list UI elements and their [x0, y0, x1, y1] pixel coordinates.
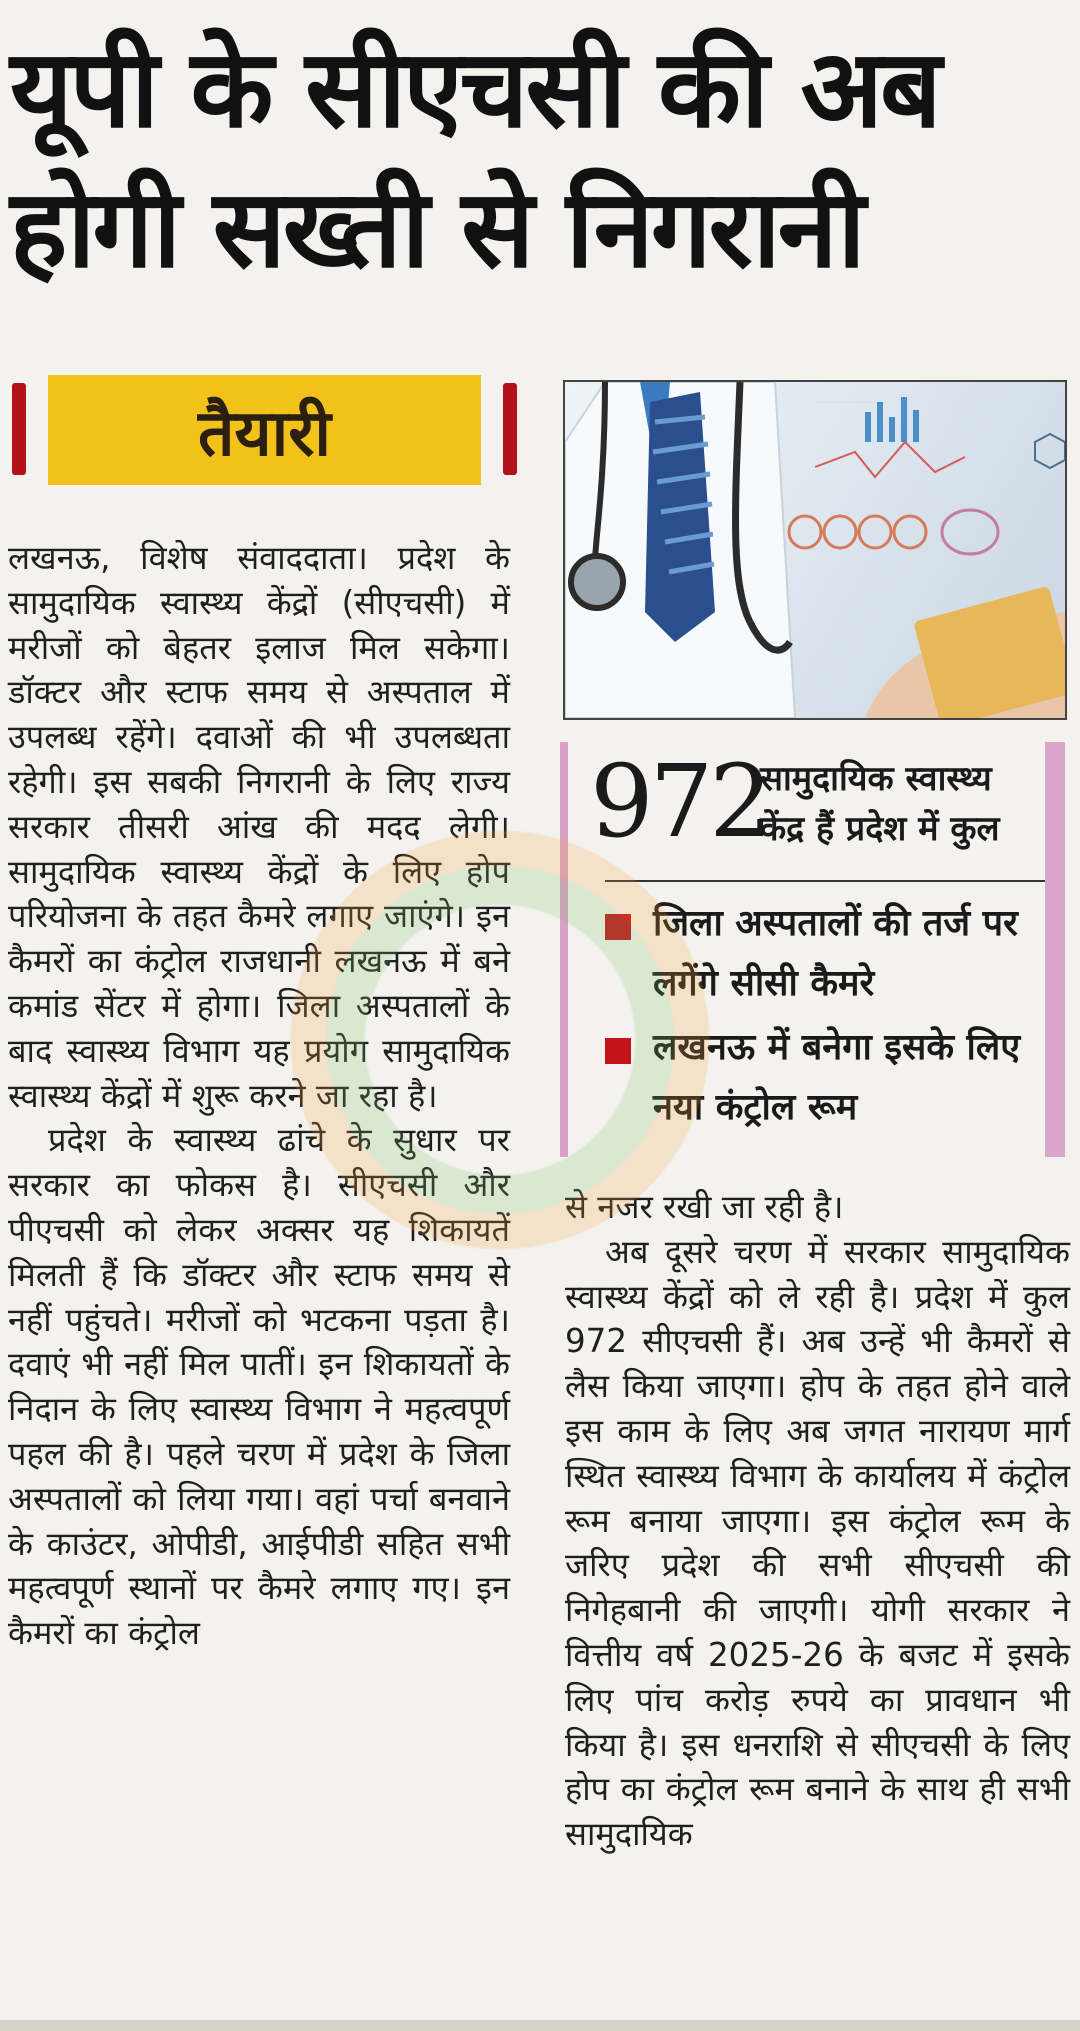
- right-paragraph-2: अब दूसरे चरण में सरकार सामुदायिक स्वास्थ्य केंद्रों को ले रही है। प्रदेश में कुल 972 सीएचसी हैं। अब उन्हें भी कैमरों से लैस किया जाएगा। होप के तहत होने वाले इस काम के लिए अब जगत नारायण मार्ग स्थित स्वास्थ्य विभाग के कार्यालय में कंट्रोल रूम बनाया जाएगा। इस कंट्रोल रूम के जरिए प्रदेश की सभी सीएचसी की निगेहबानी की जाएगी। योगी सरकार ने वित्तीय वर्ष 2025-26 के बजट में इसके लिए पांच करोड़ रुपये का प्रावधान भी किया है। इस धनराशि से सीएचसी के लिए होप का कंट्रोल रूम बनाने के साथ ही सभी सामुदायिक: [565, 1232, 1070, 1854]
- fact-bullet-text: जिला अस्पतालों की तर्ज पर लगेंगे सीसी कैमरे: [653, 903, 1018, 1004]
- doctor-illustration: [565, 382, 1065, 718]
- fact-box-left-bar: [560, 742, 568, 1157]
- tag-left-bar: [12, 383, 26, 475]
- left-paragraph-2: प्रदेश के स्वास्थ्य ढांचे के सुधार पर सरकार का फोकस है। सीएचसी और पीएचसी को लेकर अक्सर यह शिकायतें मिलती हैं कि डॉक्टर और स्टाफ समय से नहीं पहुंचते। मरीजों को भटकना पड़ता है। दवाएं भी नहीं मिल पातीं। इन शिकायतों के निदान के लिए स्वास्थ्य विभाग ने महत्वपूर्ण पहल की है। पहले चरण में प्रदेश के जिला अस्पतालों को लिया गया। वहां पर्चा बनवाने के काउंटर, ओपीडी, आईपीडी सहित सभी महत्वपूर्ण स्थानों पर कैमरे लगाए गए। इन कैमरों का कंट्रोल: [8, 1121, 510, 1653]
- tag-label: तैयारी: [48, 375, 481, 485]
- fact-bullet-item: [605, 894, 1055, 1014]
- fact-bullets: [605, 894, 1055, 1142]
- bullet-square-icon: [605, 914, 631, 940]
- tag-right-bar: [503, 383, 517, 475]
- left-paragraph-1: लखनऊ, विशेष संवाददाता। प्रदेश के सामुदायिक स्वास्थ्य केंद्रों (सीएचसी) में मरीजों को बेहतर इलाज मिल सकेगा। डॉक्टर और स्टाफ समय से अस्पताल में उपलब्ध रहेंगे। दवाओं की भी उपलब्धता रहेगी। इस सबकी निगरानी के लिए राज्य सरकार तीसरी आंख की मदद लेगी। सामुदायिक स्वास्थ्य केंद्रों के लिए होप परियोजना के तहत कैमरे लगाए जाएंगे। इन कैमरों का कंट्रोल राजधानी लखनऊ में बने कमांड सेंटर में होगा। जिला अस्पतालों के बाद स्वास्थ्य विभाग यह प्रयोग सामुदायिक स्वास्थ्य केंद्रों में शुरू करने जा रहा है।: [8, 539, 510, 1115]
- fact-box-divider: [605, 880, 1045, 882]
- right-column: [565, 1185, 1070, 1857]
- stethoscope-icon: [571, 556, 623, 608]
- headline-line-1: यूपी के सीएचसी की अब: [10, 27, 939, 152]
- section-tag: [12, 375, 517, 485]
- fact-box: [560, 742, 1065, 1157]
- left-column: [8, 536, 510, 1656]
- fact-bullet-item: [605, 1018, 1055, 1138]
- headline-line-2: होगी सख्ती से निगरानी: [10, 167, 863, 292]
- bullet-square-icon: [605, 1038, 631, 1064]
- fact-bullet-text: लखनऊ में बनेगा इसके लिए नया कंट्रोल रूम: [653, 1027, 1021, 1128]
- right-paragraph-1: से नजर रखी जा रही है।: [565, 1188, 844, 1226]
- fact-number: 972: [590, 743, 769, 860]
- doctor-photo: [563, 380, 1067, 720]
- headline: [10, 20, 1070, 300]
- page-bottom-edge: [0, 2020, 1080, 2031]
- fact-number-description: सामुदायिक स्वास्थ्य केंद्र हैं प्रदेश में कुल: [760, 759, 1000, 849]
